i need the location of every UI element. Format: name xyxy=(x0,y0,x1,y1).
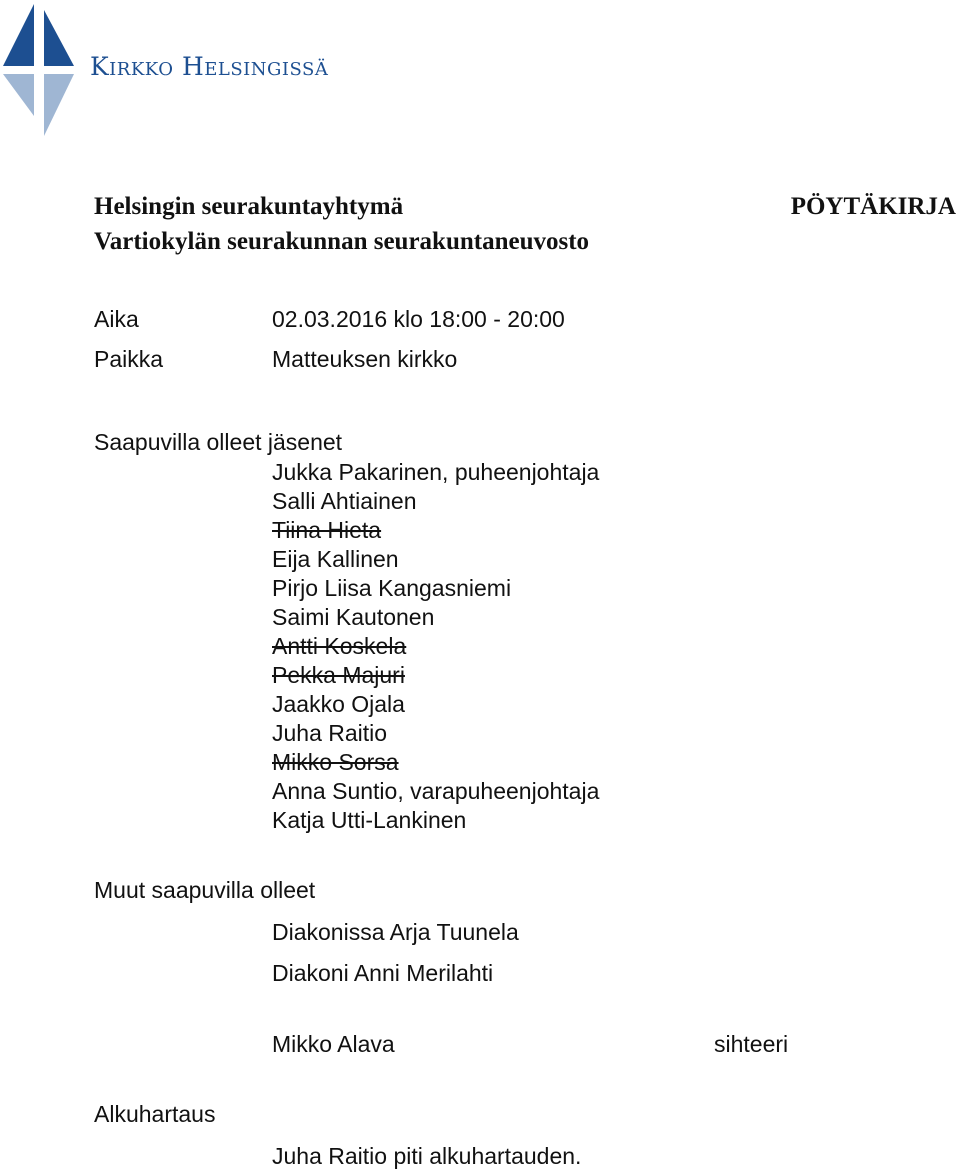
document-type: PÖYTÄKIRJA xyxy=(790,193,956,220)
member-item-absent: Mikko Sorsa xyxy=(272,749,399,775)
member-item: Jukka Pakarinen, puheenjohtaja xyxy=(272,459,600,485)
logo-text: Kirkko Helsingissä xyxy=(90,52,329,81)
place-label: Paikka xyxy=(94,346,164,372)
member-item-absent: Tiina Hieta xyxy=(272,517,382,543)
member-item: Eija Kallinen xyxy=(272,546,399,572)
member-item: Jaakko Ojala xyxy=(272,691,405,717)
organization-name: Helsingin seurakuntayhtymä xyxy=(94,193,404,220)
member-item: Saimi Kautonen xyxy=(272,604,435,630)
members-list xyxy=(272,458,599,835)
devotion-label: Alkuhartaus xyxy=(94,1101,216,1127)
others-label: Muut saapuvilla olleet xyxy=(94,877,316,903)
member-item: Katja Utti-Lankinen xyxy=(272,807,467,833)
member-item: Salli Ahtiainen xyxy=(272,488,417,514)
time-label: Aika xyxy=(94,306,139,332)
other-person: Diakonissa Arja Tuunela xyxy=(272,919,519,945)
secretary-name: Mikko Alava xyxy=(272,1031,395,1057)
time-value: 02.03.2016 klo 18:00 - 20:00 xyxy=(272,306,565,332)
member-item-absent: Pekka Majuri xyxy=(272,662,405,688)
devotion-text: Juha Raitio piti alkuhartauden. xyxy=(272,1143,582,1169)
member-item: Pirjo Liisa Kangasniemi xyxy=(272,575,512,601)
place-value: Matteuksen kirkko xyxy=(272,346,458,372)
member-item: Anna Suntio, varapuheenjohtaja xyxy=(272,778,600,804)
member-item-absent: Antti Koskela xyxy=(272,633,407,659)
secretary-role: sihteeri xyxy=(714,1031,789,1057)
attendees-label: Saapuvilla olleet jäsenet xyxy=(94,429,343,455)
church-cross-logo-icon xyxy=(0,4,78,136)
member-item: Juha Raitio xyxy=(272,720,388,746)
council-name: Vartiokylän seurakunnan seurakuntaneuvosto xyxy=(94,228,590,255)
other-person: Diakoni Anni Merilahti xyxy=(272,960,494,986)
